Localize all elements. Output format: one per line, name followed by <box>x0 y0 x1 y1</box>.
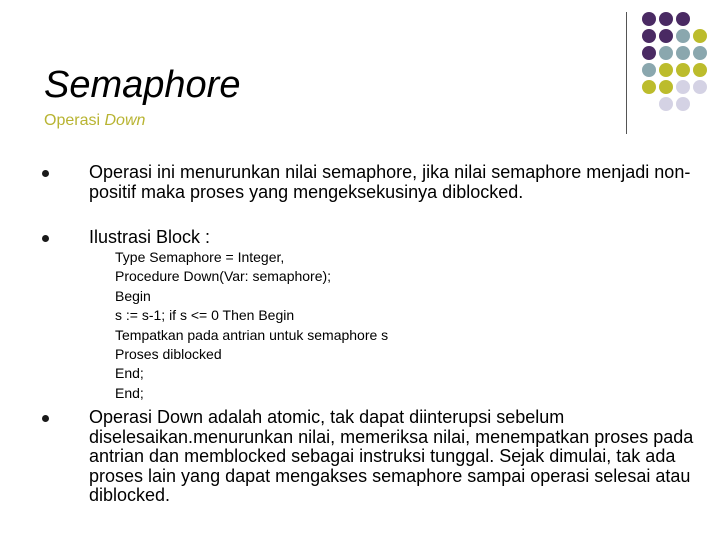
decor-dot-olive <box>659 63 673 77</box>
code-line: Tempatkan pada antrian untuk semaphore s <box>115 326 389 343</box>
bullet-text-3: Operasi Down adalah atomic, tak dapat diinterupsi sebelum diselesaikan.menurunkan nilai, memeriksa nilai, menempatkan proses pada antrian dan memblocked sebagai instruksi tunggal. Sejak dimulai, tak ada proses lain yang dapat mengakses semaphore sampai operasi selesai atau diblocked. <box>89 407 694 505</box>
bullet-icon <box>42 235 49 242</box>
code-block <box>115 248 388 403</box>
decor-dot-lavender <box>693 80 707 94</box>
decorative-vertical-line <box>626 12 627 134</box>
decor-dot-purple <box>642 12 656 26</box>
decorative-dot-grid <box>642 12 720 116</box>
decor-dot-purple <box>676 12 690 26</box>
code-line: Procedure Down(Var: semaphore); <box>115 268 332 285</box>
code-line: End; <box>115 365 144 382</box>
slide-title: Semaphore <box>44 64 241 106</box>
decor-dot-teal <box>676 29 690 43</box>
decor-dot-purple <box>659 12 673 26</box>
decor-dot-lavender <box>676 80 690 94</box>
code-line: Begin <box>115 287 151 304</box>
decor-dot-olive <box>693 63 707 77</box>
decor-dot-olive <box>676 63 690 77</box>
bullet-text-2: Ilustrasi Block : <box>89 227 211 247</box>
code-line: Type Semaphore = Integer, <box>115 249 285 265</box>
decor-dot-lavender <box>676 97 690 111</box>
decor-dot-purple <box>642 29 656 43</box>
code-line: s := s-1; if s <= 0 Then Begin <box>115 307 295 324</box>
decor-dot-purple <box>659 29 673 43</box>
bullet-icon <box>42 170 49 177</box>
subtitle-word-down: Down <box>104 112 146 129</box>
subtitle-word-operasi: Operasi <box>44 112 101 129</box>
decor-dot-lavender <box>659 97 673 111</box>
decor-dot-olive <box>659 80 673 94</box>
decor-dot-teal <box>659 46 673 60</box>
decor-dot-purple <box>642 46 656 60</box>
code-line: End; <box>115 384 144 401</box>
decor-dot-olive <box>642 80 656 94</box>
decor-dot-teal <box>676 46 690 60</box>
decor-dot-teal <box>642 63 656 77</box>
slide-subtitle <box>44 111 145 131</box>
code-line: Proses diblocked <box>115 346 222 363</box>
bullet-text-1: Operasi ini menurunkan nilai semaphore, jika nilai semaphore menjadi non-positif maka proses yang mengeksekusinya diblocked. <box>89 162 691 202</box>
decor-dot-olive <box>693 29 707 43</box>
decor-dot-teal <box>693 46 707 60</box>
bullet-icon <box>42 415 49 422</box>
